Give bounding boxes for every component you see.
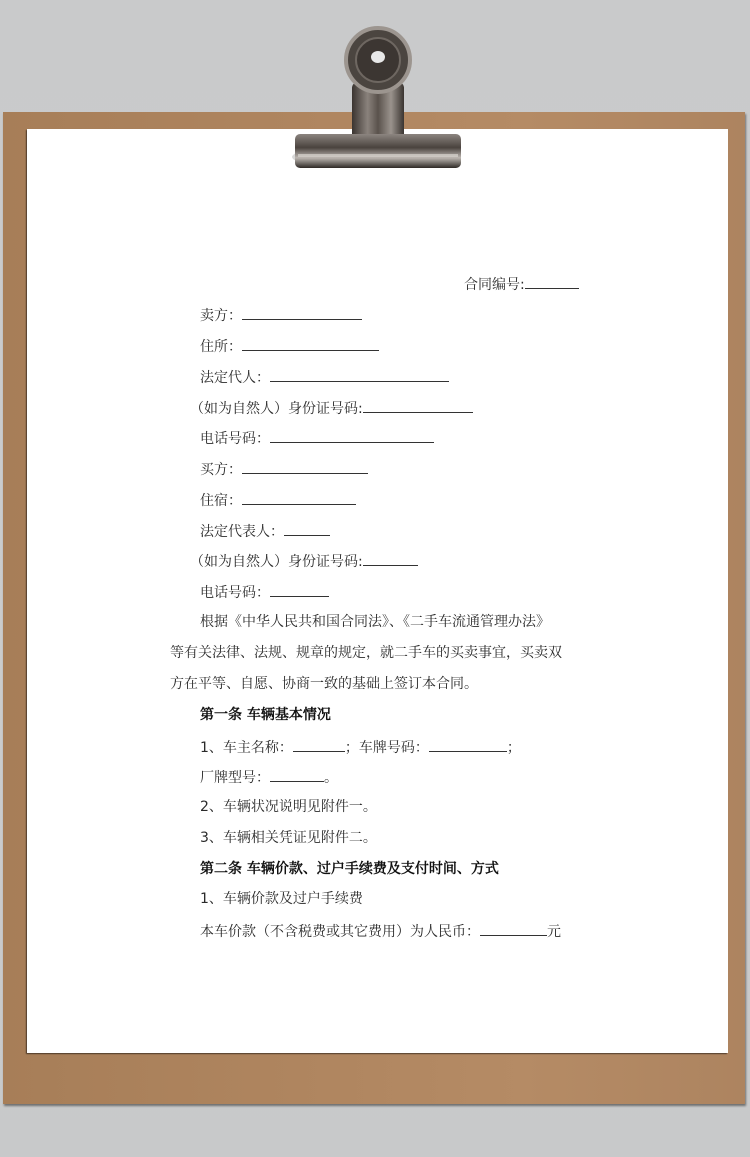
buyer-phone-blank bbox=[270, 582, 329, 597]
price-label: 本车价款（不含税费或其它费用）为人民币： bbox=[200, 924, 480, 940]
model-row bbox=[200, 767, 338, 787]
model-blank bbox=[270, 767, 324, 782]
buyer-id-label: （如为自然人）身份证号码: bbox=[190, 554, 363, 570]
buyer-address-blank bbox=[242, 490, 356, 505]
preamble-line-3: 方在平等、自愿、协商一致的基础上签订本合同。 bbox=[170, 676, 478, 692]
article-1-item-3: 3、车辆相关凭证见附件二。 bbox=[200, 830, 377, 846]
preamble-line-2: 等有关法律、法规、规章的规定，就二手车的买卖事宜，买卖双 bbox=[170, 645, 562, 661]
buyer-legal-rep-label: 法定代表人： bbox=[200, 524, 284, 540]
seller-legal-rep-blank bbox=[270, 367, 449, 382]
contract-number-row bbox=[464, 274, 579, 294]
buyer-address-row bbox=[200, 490, 356, 510]
model-end-punct: 。 bbox=[324, 770, 338, 786]
contract-number-blank bbox=[525, 274, 579, 289]
seller-blank bbox=[242, 305, 362, 320]
price-blank bbox=[480, 921, 547, 936]
buyer-id-row bbox=[190, 551, 418, 571]
seller-id-blank bbox=[363, 398, 473, 413]
buyer-id-blank bbox=[363, 551, 418, 566]
buyer-address-label: 住宿： bbox=[200, 493, 242, 509]
seller-address-blank bbox=[242, 336, 379, 351]
seller-legal-rep-label: 法定代人： bbox=[200, 370, 270, 386]
buyer-legal-rep-row bbox=[200, 521, 330, 541]
plate-number-label: ；车牌号码： bbox=[344, 740, 429, 756]
buyer-legal-rep-blank bbox=[284, 521, 330, 536]
seller-legal-rep-row bbox=[200, 367, 449, 387]
buyer-phone-label: 电话号码： bbox=[200, 585, 270, 601]
seller-label: 卖方： bbox=[200, 308, 242, 324]
contract-number-label: 合同编号: bbox=[464, 277, 525, 293]
seller-id-label: （如为自然人）身份证号码: bbox=[190, 401, 363, 417]
price-row bbox=[200, 921, 561, 941]
item-end-punct: ； bbox=[506, 740, 521, 756]
seller-phone-blank bbox=[270, 428, 434, 443]
owner-name-blank bbox=[293, 737, 345, 752]
buyer-blank bbox=[242, 459, 368, 474]
preamble-line-1: 根据《中华人民共和国合同法》、《二手车流通管理办法》 bbox=[200, 614, 550, 630]
article-1-item-1 bbox=[200, 737, 521, 757]
seller-address-row bbox=[200, 336, 379, 356]
price-unit: 元 bbox=[547, 924, 561, 940]
owner-name-label: 1、车主名称： bbox=[200, 740, 293, 756]
article-2-item-1: 1、车辆价款及过户手续费 bbox=[200, 891, 363, 907]
buyer-row bbox=[200, 459, 368, 479]
seller-id-row bbox=[190, 398, 473, 418]
seller-row bbox=[200, 305, 362, 325]
seller-phone-row bbox=[200, 428, 434, 448]
article-2-title: 第二条 车辆价款、过户手续费及支付时间、方式 bbox=[200, 861, 499, 877]
article-1-item-2: 2、车辆状况说明见附件一。 bbox=[200, 799, 377, 815]
buyer-phone-row bbox=[200, 582, 329, 602]
seller-address-label: 住所： bbox=[200, 339, 242, 355]
seller-phone-label: 电话号码： bbox=[200, 431, 270, 447]
plate-number-blank bbox=[429, 737, 507, 752]
article-1-title: 第一条 车辆基本情况 bbox=[200, 707, 331, 723]
buyer-label: 买方： bbox=[200, 462, 242, 478]
model-label: 厂牌型号： bbox=[200, 770, 270, 786]
